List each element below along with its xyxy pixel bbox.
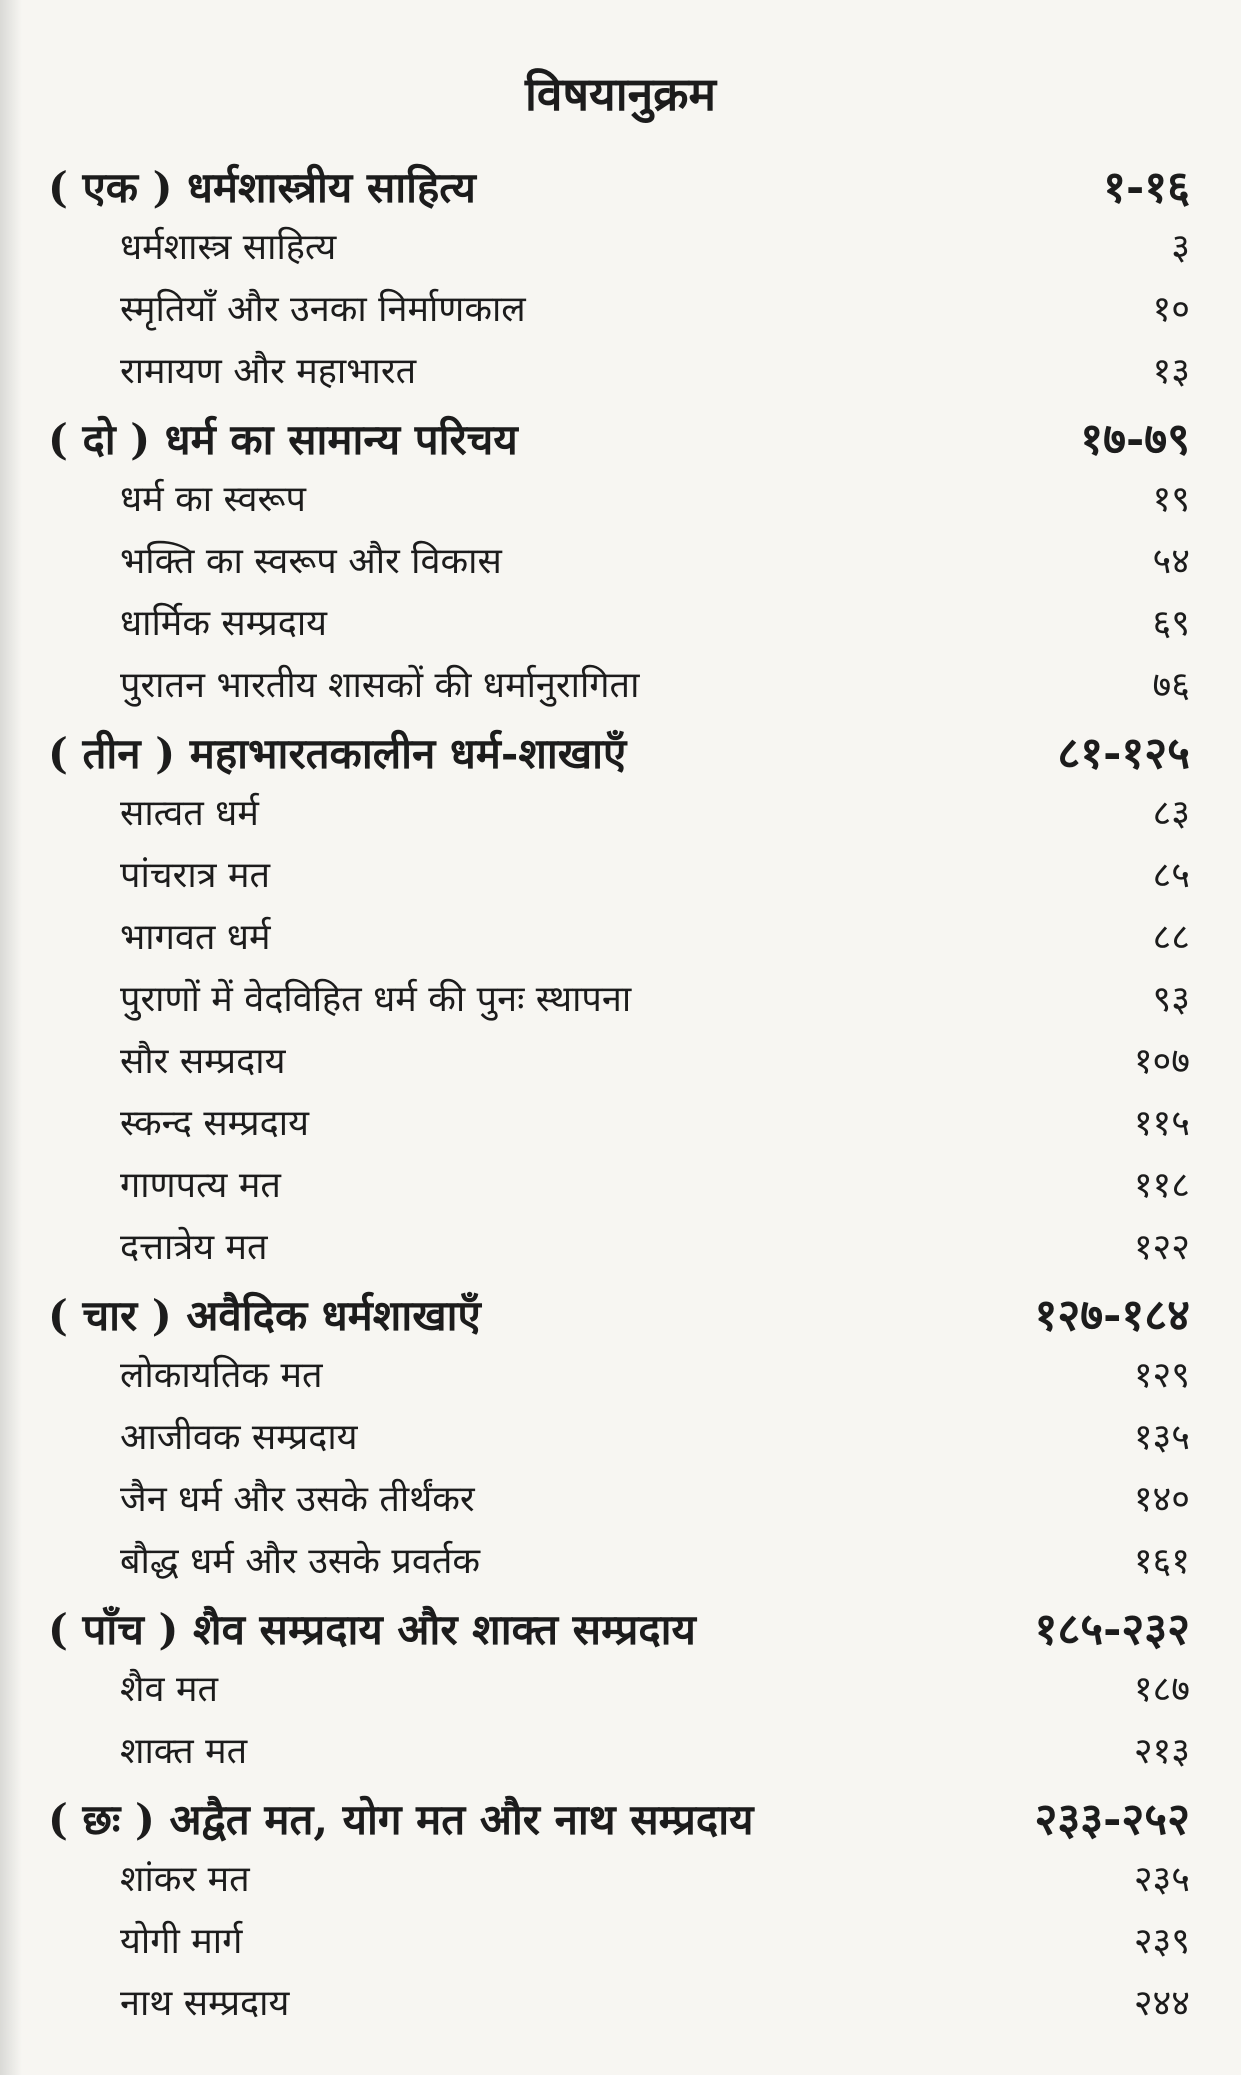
section-title: ( तीन ) महाभारतकालीन धर्म-शाखाएँ	[48, 729, 627, 778]
entry-title: जैन धर्म और उसके तीर्थंकर	[120, 1479, 475, 1520]
entry-page-number: ५४	[1152, 541, 1190, 582]
entry-title: रामायण और महाभारत	[120, 351, 417, 392]
section-page-range: १-१६	[1103, 162, 1190, 213]
toc-section-heading	[48, 1787, 1190, 1853]
entry-page-number: १८७	[1133, 1669, 1190, 1710]
section-page-range: १८५-२३२	[1034, 1604, 1190, 1655]
entry-title: शैव मत	[120, 1669, 218, 1710]
page-edge-shadow	[0, 0, 22, 2075]
entry-title: दत्तात्रेय मत	[120, 1227, 268, 1268]
toc-entry	[48, 1725, 1190, 1787]
section-page-range: १७-७९	[1080, 414, 1190, 465]
section-title: ( दो ) धर्म का सामान्य परिचय	[48, 415, 518, 464]
entry-title: धर्मशास्त्र साहित्य	[120, 227, 337, 268]
toc-section-heading	[48, 1597, 1190, 1663]
entry-title: शांकर मत	[120, 1859, 250, 1900]
entry-page-number: २३९	[1133, 1921, 1190, 1962]
toc-section	[48, 1787, 1190, 2039]
entry-title: पुरातन भारतीय शासकों की धर्मानुरागिता	[120, 665, 640, 706]
entry-title: धार्मिक सम्प्रदाय	[120, 603, 328, 644]
entry-page-number: २४४	[1133, 1983, 1190, 2024]
toc-section-heading	[48, 721, 1190, 787]
toc-section-heading	[48, 407, 1190, 473]
entry-page-number: १०	[1152, 289, 1190, 330]
toc-section	[48, 155, 1190, 407]
entry-title: स्कन्द सम्प्रदाय	[120, 1103, 309, 1144]
toc-entry	[48, 787, 1190, 849]
section-title: ( एक ) धर्मशास्त्रीय साहित्य	[48, 163, 476, 212]
entry-page-number: १३५	[1133, 1417, 1190, 1458]
toc-section	[48, 1597, 1190, 1787]
entry-title: पुराणों में वेदविहित धर्म की पुनः स्थापना	[120, 979, 632, 1020]
entry-title: शाक्त मत	[120, 1731, 248, 1772]
entry-page-number: १०७	[1133, 1041, 1190, 1082]
toc-entry	[48, 1853, 1190, 1915]
entry-title: भागवत धर्म	[120, 917, 271, 958]
entry-title: नाथ सम्प्रदाय	[120, 1983, 290, 2024]
entry-page-number: ३	[1171, 227, 1190, 268]
entry-page-number: ६९	[1152, 603, 1190, 644]
section-title: ( पाँच ) शैव सम्प्रदाय और शाक्त सम्प्रदाय	[48, 1605, 696, 1654]
toc-entry	[48, 1915, 1190, 1977]
toc-entry	[48, 1977, 1190, 2039]
entry-page-number: ८८	[1152, 917, 1190, 958]
toc-entry	[48, 1535, 1190, 1597]
toc-entry	[48, 283, 1190, 345]
section-page-range: ८१-१२५	[1057, 728, 1190, 779]
toc-entry	[48, 849, 1190, 911]
toc-entry	[48, 1097, 1190, 1159]
entry-title: स्मृतियाँ और उनका निर्माणकाल	[120, 289, 526, 330]
toc-entry	[48, 597, 1190, 659]
entry-title: धर्म का स्वरूप	[120, 479, 306, 520]
toc-entry	[48, 973, 1190, 1035]
toc-entry	[48, 473, 1190, 535]
entry-title: सात्वत धर्म	[120, 793, 259, 834]
toc-entry	[48, 659, 1190, 721]
entry-page-number: १२९	[1133, 1355, 1190, 1396]
entry-page-number: २१३	[1133, 1731, 1190, 1772]
toc-entry	[48, 911, 1190, 973]
toc-section	[48, 407, 1190, 721]
toc-section-heading	[48, 155, 1190, 221]
entry-title: गाणपत्य मत	[120, 1165, 281, 1206]
section-title: ( चार ) अवैदिक धर्मशाखाएँ	[48, 1291, 481, 1340]
entry-page-number: ११८	[1133, 1165, 1190, 1206]
entry-page-number: १३	[1152, 351, 1190, 392]
entry-page-number: १२२	[1133, 1227, 1190, 1268]
entry-page-number: १९	[1152, 479, 1190, 520]
toc-entry	[48, 221, 1190, 283]
table-of-contents	[48, 155, 1190, 2039]
toc-entry	[48, 345, 1190, 407]
entry-title: पांचरात्र मत	[120, 855, 271, 896]
entry-page-number: ८३	[1152, 793, 1190, 834]
toc-section-heading	[48, 1283, 1190, 1349]
entry-title: सौर सम्प्रदाय	[120, 1041, 286, 1082]
section-page-range: १२७-१८४	[1034, 1290, 1190, 1341]
entry-page-number: १४०	[1133, 1479, 1190, 1520]
entry-title: आजीवक सम्प्रदाय	[120, 1417, 358, 1458]
entry-page-number: १६१	[1133, 1541, 1190, 1582]
entry-title: योगी मार्ग	[120, 1921, 243, 1962]
toc-entry	[48, 1473, 1190, 1535]
entry-page-number: ७६	[1152, 665, 1190, 706]
toc-entry	[48, 1349, 1190, 1411]
toc-entry	[48, 1035, 1190, 1097]
toc-section	[48, 1283, 1190, 1597]
entry-page-number: ११५	[1133, 1103, 1190, 1144]
toc-entry	[48, 1221, 1190, 1283]
toc-section	[48, 721, 1190, 1283]
page-title: विषयानुक्रम	[524, 67, 717, 121]
toc-entry	[48, 1663, 1190, 1725]
section-title: ( छः ) अद्वैत मत, योग मत और नाथ सम्प्रदाय	[48, 1795, 754, 1844]
entry-page-number: २३५	[1133, 1859, 1190, 1900]
entry-title: लोकायतिक मत	[120, 1355, 323, 1396]
entry-title: बौद्ध धर्म और उसके प्रवर्तक	[120, 1541, 481, 1582]
toc-entry	[48, 1411, 1190, 1473]
entry-title: भक्ति का स्वरूप और विकास	[120, 541, 502, 582]
entry-page-number: ९३	[1152, 979, 1190, 1020]
toc-entry	[48, 535, 1190, 597]
section-page-range: २३३-२५२	[1034, 1794, 1190, 1845]
entry-page-number: ८५	[1152, 855, 1190, 896]
toc-entry	[48, 1159, 1190, 1221]
